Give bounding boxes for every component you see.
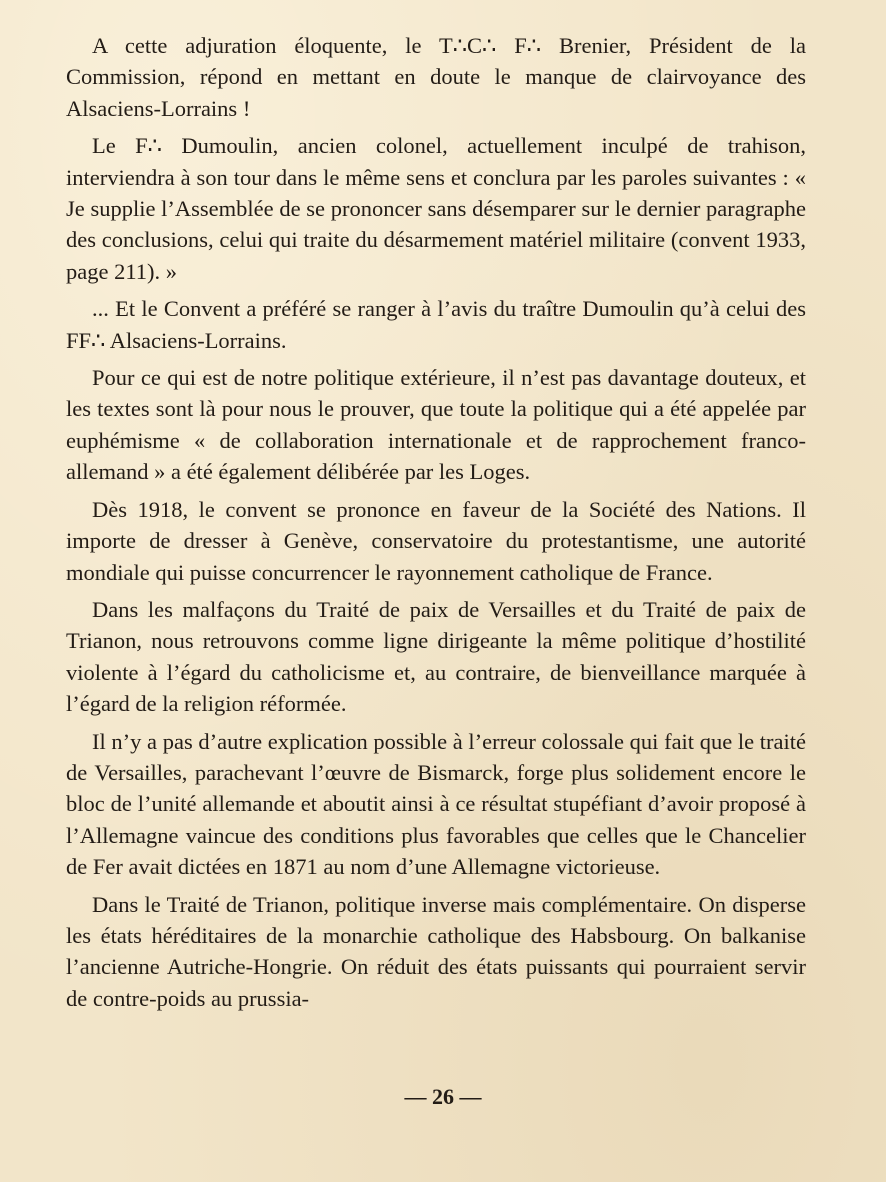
paragraph: ... Et le Convent a préféré se ranger à l’avis du traître Dumoulin qu’à celui des FF∴ Alsaciens-Lorrains.: [66, 296, 806, 353]
page-number: — 26 —: [404, 1084, 482, 1109]
paragraph: Pour ce qui est de notre politique extérieure, il n’est pas davantage douteux, et les textes sont là pour nous le prouver, que toute la politique qui a été appelée par euphémisme « de collaboration internationale et de rapprochement franco-allemand » a été également délibérée par les Loges.: [66, 365, 806, 485]
paragraph: Dès 1918, le convent se prononce en faveur de la Société des Nations. Il importe de dresser à Genève, conservatoire du protestantisme, une autorité mondiale qui puisse concurrencer le rayonnement catholique de France.: [66, 496, 806, 585]
paragraph: Dans les malfaçons du Traité de paix de Versailles et du Traité de paix de Trianon, nous retrouvons comme ligne dirigeante la même politique d’hostilité violente à l’égard du catholicisme et, au contraire, de bienveillance marquée à l’égard de la religion réformée.: [66, 596, 806, 717]
paragraph: Le F∴ Dumoulin, ancien colonel, actuellement inculpé de trahison, interviendra à son tour dans le même sens et conclura par les paroles suivantes : « Je supplie l’Assemblée de se prononcer sans désemparer sur le dernier paragraphe des conclusions, celui qui traite du désarmement matériel militaire (convent 1933, page 211). »: [66, 133, 806, 284]
paragraph: Il n’y a pas d’autre explication possible à l’erreur colossale qui fait que le traité de Versailles, parachevant l’œuvre de Bismarck, forge plus solidement encore le bloc de l’unité allemande et aboutit ainsi à ce résultat stupéfiant d’avoir proposé à l’Allemagne vaincue des conditions plus favorables que celles que le Chancelier de Fer avait dictées en 1871 au nom d’une Allemagne victorieuse.: [66, 728, 806, 880]
page-body-text: [66, 30, 806, 1020]
paragraph: A cette adjuration éloquente, le T∴C∴ F∴ Brenier, Président de la Commission, répond en mettant en doute le manque de clairvoyance des Alsaciens-Lorrains !: [66, 33, 806, 121]
paragraph: Dans le Traité de Trianon, politique inverse mais complémentaire. On disperse les états héréditaires de la monarchie catholique des Habsbourg. On balkanise l’ancienne Autriche-Hongrie. On réduit des états puissants qui pourraient servir de contre-poids au prussia-: [66, 891, 806, 1011]
